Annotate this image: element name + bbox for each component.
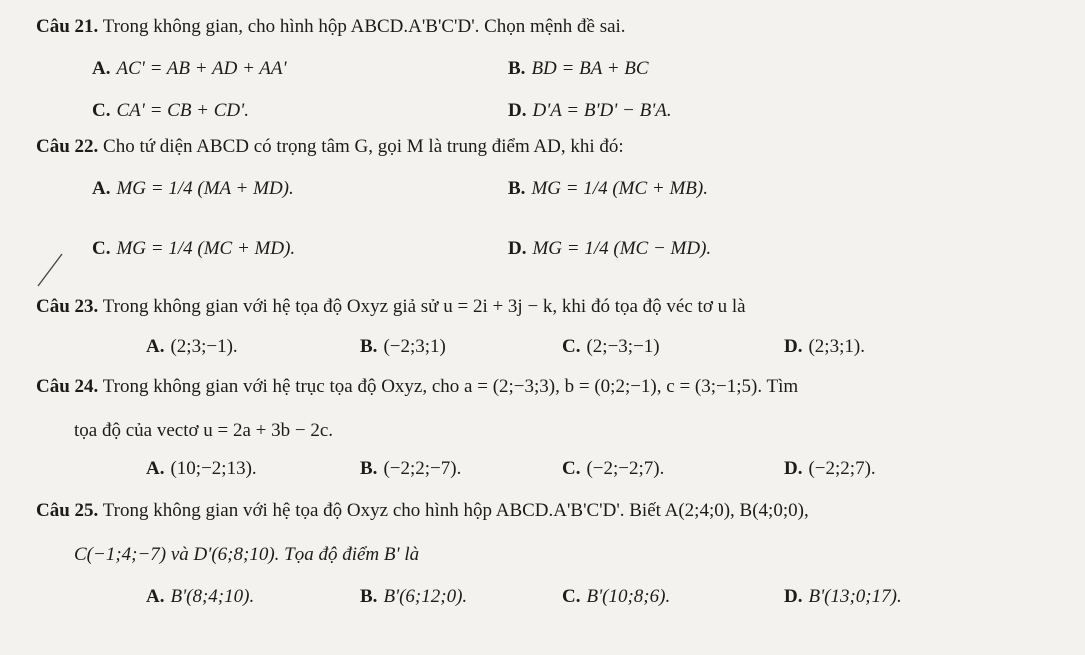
option-c: C. B'(10;8;6). [562,586,671,607]
question-text: Trong không gian với hệ tọa độ Oxyz giả sử u = 2i + 3j − k, khi đó tọa độ véc tơ u là [102,296,746,317]
question-label: Câu 24. [36,376,99,397]
option-a: A. AC' = AB + AD + AA' [92,58,287,79]
option-b: B. BD = BA + BC [508,58,649,79]
question-label: Câu 25. [36,500,99,521]
question-24 [36,376,798,398]
option-d: D. (2;3;1). [784,336,865,357]
option-d: D. MG = 1/4 (MC − MD). [508,238,712,259]
option-a: A. (2;3;−1). [146,336,238,357]
question-25 [36,500,809,522]
option-b: B. (−2;3;1) [360,336,446,357]
question-label: Câu 21. [36,16,99,37]
option-d: D. B'(13;0;17). [784,586,902,607]
question-23 [36,296,746,318]
option-a: A. (10;−2;13). [146,458,257,479]
question-22 [36,136,624,158]
option-a: A. B'(8;4;10). [146,586,255,607]
option-c: C. (−2;−2;7). [562,458,665,479]
option-c: C. CA' = CB + CD'. [92,100,249,121]
option-c: C. MG = 1/4 (MC + MD). [92,238,296,259]
pen-stroke-mark [36,252,66,288]
question-21 [36,16,626,38]
option-b: B. B'(6;12;0). [360,586,468,607]
option-a: A. MG = 1/4 (MA + MD). [92,178,294,199]
question-text: Cho tứ diện ABCD có trọng tâm G, gọi M là trung điểm AD, khi đó: [103,136,624,157]
question-label: Câu 23. [36,296,99,317]
option-c: C. (2;−3;−1) [562,336,660,357]
option-b: B. (−2;2;−7). [360,458,462,479]
option-d: D. (−2;2;7). [784,458,876,479]
question-text: Trong không gian với hệ trục tọa độ Oxyz, cho a = (2;−3;3), b = (0;2;−1), c = (3;−1;5). Tìm [102,376,799,397]
question-label: Câu 22. [36,136,99,157]
question-text: Trong không gian, cho hình hộp ABCD.A'B'C'D'. Chọn mệnh đề sai. [102,16,626,37]
option-d: D. D'A = B'D' − B'A. [508,100,672,121]
question-25-line2: C(−1;4;−7) và D'(6;8;10). Tọa độ điểm B' là [74,544,420,565]
question-24-line2: tọa độ của vectơ u = 2a + 3b − 2c. [74,420,334,441]
question-text: Trong không gian với hệ tọa độ Oxyz cho hình hộp ABCD.A'B'C'D'. Biết A(2;4;0), B(4;0;0), [102,500,809,521]
option-b: B. MG = 1/4 (MC + MB). [508,178,708,199]
